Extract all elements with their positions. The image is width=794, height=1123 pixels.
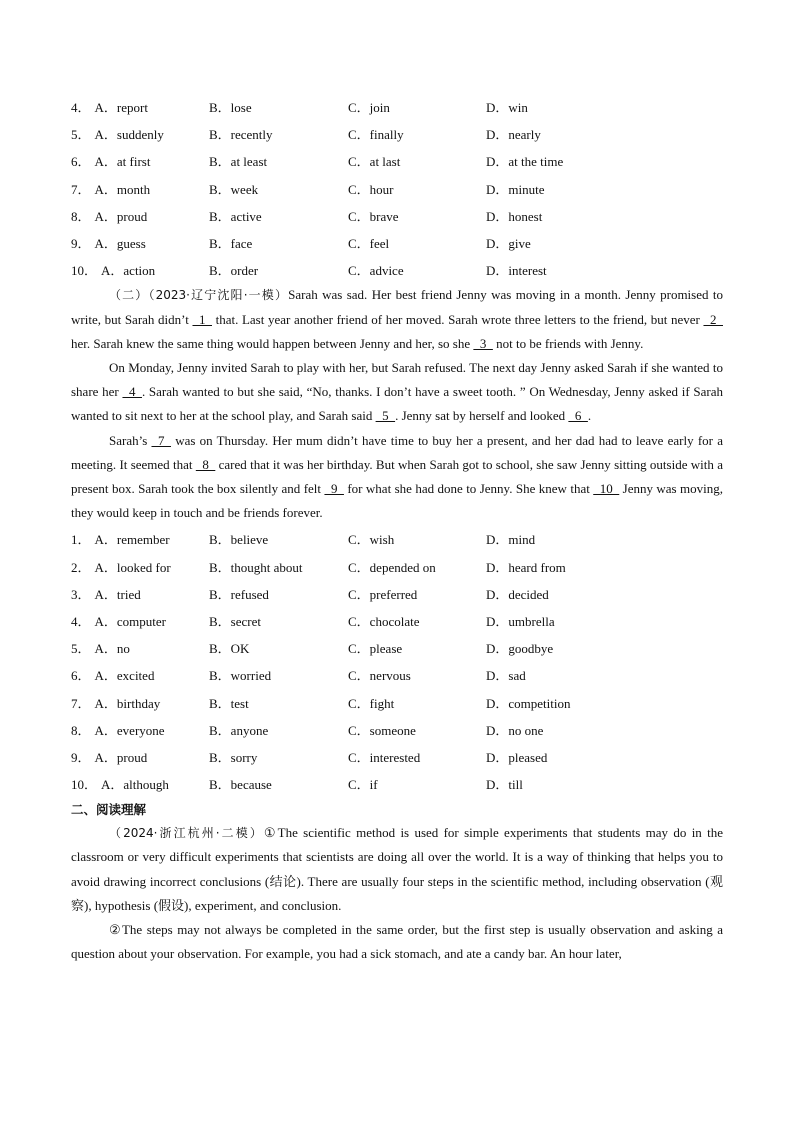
option-row [71,580,723,607]
question-number: 8． [71,722,91,738]
option-d[interactable]: D．no one [486,722,544,738]
question-number: 2． [71,559,91,575]
option-b[interactable]: B．secret [209,614,261,629]
option-d[interactable]: D．decided [486,586,549,602]
blank-4[interactable]: 4 [122,384,142,400]
option-b[interactable]: B．face [209,236,253,252]
option-a[interactable]: 9． A．guess [71,236,146,252]
option-d[interactable]: D．minute [486,181,545,197]
option-b[interactable]: B．recently [209,127,273,143]
question-number: 6． [71,668,91,684]
option-c[interactable]: C．someone [348,722,416,738]
option-a[interactable]: 8． A．everyone [71,722,165,738]
question-number: 1． [71,532,91,548]
option-d[interactable]: D．competition [486,695,571,711]
source-label: （二）（2023·辽宁沈阳·一模） [109,288,289,303]
option-c[interactable]: C．join [348,100,390,116]
option-b[interactable]: B．at least [209,154,268,170]
blank-5[interactable]: 5 [375,408,396,424]
blank-9[interactable]: 9 [324,480,344,496]
option-c[interactable]: C．advice [348,263,404,279]
option-c[interactable]: C．chocolate [348,614,420,629]
option-d[interactable]: D．umbrella [486,614,555,629]
question-number: 6． [71,154,91,170]
option-b[interactable]: B．sorry [209,749,258,765]
option-b[interactable]: B．test [209,695,249,711]
option-row [71,202,723,229]
option-c[interactable]: C．if [348,777,378,793]
option-a[interactable]: 3． A．tried [71,586,141,602]
option-b[interactable]: B．thought about [209,559,303,575]
blank-6[interactable]: 6 [568,408,588,424]
question-number: 4． [71,100,91,116]
option-row [71,716,723,743]
option-a[interactable]: 10． A．action [71,263,156,279]
option-c[interactable]: C．at last [348,154,401,170]
option-d[interactable]: D．goodbye [486,641,554,657]
option-a[interactable]: 5． A．suddenly [71,127,164,143]
option-a[interactable]: 8． A．proud [71,208,148,224]
option-a[interactable]: 2． A．looked for [71,559,171,575]
question-number: 10． [71,777,98,793]
option-c[interactable]: C．feel [348,236,390,252]
option-c[interactable]: C．please [348,641,403,657]
option-a[interactable]: 9． A．proud [71,749,148,765]
question-number: 7． [71,181,91,197]
option-b[interactable]: B．worried [209,668,272,684]
option-c[interactable]: C．preferred [348,586,418,602]
blank-1[interactable]: 1 [192,311,212,327]
option-a[interactable]: 10． A．although [71,777,169,793]
option-b[interactable]: B．OK [209,641,250,657]
option-d[interactable]: D．honest [486,208,543,224]
question-number: 8． [71,208,91,224]
option-b[interactable]: B．lose [209,100,252,116]
option-row [71,634,723,661]
option-d[interactable]: D．heard from [486,559,566,575]
passage-paragraph-2: On Monday, Jenny invited Sarah to play with her, but Sarah refused. The next day Jenny asked Sarah if she wanted to share her 4 . Sarah wanted to but she said, “No, thanks. I don’t have a sweet tooth. ” On Wednesday, Jenny asked if Sarah wanted to sit next to her at the school play, and Sarah said 5 . Jenny sat by herself and looked 6 . [71,356,723,429]
option-row [71,229,723,256]
blank-3[interactable]: 3 [473,335,493,351]
option-a[interactable]: 6． A．at first [71,154,151,170]
option-c[interactable]: C．wish [348,532,395,548]
option-d[interactable]: D．till [486,777,523,793]
option-a[interactable]: 7． A．month [71,181,151,197]
question-number: 7． [71,695,91,711]
option-row [71,93,723,120]
blank-7[interactable]: 7 [151,432,171,448]
option-c[interactable]: C．interested [348,749,421,765]
option-row [71,743,723,770]
option-c[interactable]: C．fight [348,695,395,711]
option-d[interactable]: D．pleased [486,749,548,765]
option-a[interactable]: 4． A．report [71,100,148,116]
option-c[interactable]: C．finally [348,127,404,143]
option-row [71,688,723,715]
option-b[interactable]: B．refused [209,586,269,602]
option-b[interactable]: B．active [209,208,262,224]
option-a[interactable]: 6． A．excited [71,668,155,684]
question-number: 5． [71,127,91,143]
question-number: 9． [71,236,91,252]
question-number: 10． [71,263,98,279]
option-b[interactable]: B．week [209,181,259,197]
blank-8[interactable]: 8 [195,456,216,472]
question-number: 5． [71,641,91,657]
option-row [71,770,723,797]
option-d[interactable]: D．at the time [486,154,564,170]
option-b[interactable]: B．because [209,777,272,793]
passage-paragraph-1: （二）（2023·辽宁沈阳·一模）Sarah was sad. Her best friend Jenny was moving in a month. Jenny promised to write, but Sarah didn’t 1 that. Last year another friend of her moved. Sarah wrote three letters to the friend, but never 2 her. Sarah knew the same thing would happen between Jenny and her, so she 3 not to be friends with Jenny. [71,283,723,356]
blank-10[interactable]: 10 [593,480,620,496]
option-row [71,607,723,634]
option-c[interactable]: C．nervous [348,668,411,684]
options-list-passage [71,525,723,797]
option-b[interactable]: B．anyone [209,722,269,738]
option-b[interactable]: B．order [209,263,259,279]
option-a[interactable]: 4． A．computer [71,614,166,629]
option-a[interactable]: 1． A．remember [71,532,170,548]
option-row [71,175,723,202]
option-d[interactable]: D．give [486,236,531,252]
option-c[interactable]: C．depended on [348,559,436,575]
option-a[interactable]: 5． A．no [71,641,130,657]
option-d[interactable]: D．interest [486,263,547,279]
option-b[interactable]: B．believe [209,532,269,548]
option-row [71,553,723,580]
section-header: 二、阅读理解 [71,802,147,818]
reading-paragraph-1: （2024·浙江杭州·二模）①The scientific method is used for simple experiments that students may do in the classroom or very difficult experiments that scientists are doing all over the world. It is a way of thinking that helps you to avoid drawing incorrect conclusions (结论). There are usually four steps in the scientific method, including observation (观察), hypothesis (假设), experiment, and conclusion. [71,825,724,913]
passage-paragraph-3: Sarah’s 7 was on Thursday. Her mum didn’t have time to buy her a present, and her dad had to leave early for a meeting. It seemed that 8 cared that it was her birthday. But when Sarah got to school, she saw Jenny sitting outside with a present box. Sarah took the box silently and felt 9 for what she had done to Jenny. She knew that 10 Jenny was moving, they would keep in touch and be friends forever. [71,429,723,526]
question-number: 9． [71,749,91,765]
option-c[interactable]: C．brave [348,208,399,224]
option-row [71,256,723,283]
option-c[interactable]: C．hour [348,181,394,197]
option-row [71,525,723,552]
options-list-previous [71,93,723,283]
question-number: 4． [71,614,91,629]
option-row [71,147,723,174]
question-number: 3． [71,586,91,602]
reading-paragraph-2: ②The steps may not always be completed in the same order, but the first step is usually observation and asking a question about your observation. For example, you had a sick stomach, and ate a candy bar. An hour later, [71,922,723,962]
option-row [71,661,723,688]
source-label: （2024·浙江杭州·二模） [109,826,264,841]
blank-2[interactable]: 2 [703,311,723,327]
document-page [71,93,723,966]
option-d[interactable]: D．mind [486,532,536,548]
option-d[interactable]: D．sad [486,668,526,684]
option-d[interactable]: D．win [486,100,528,116]
option-row [71,120,723,147]
option-a[interactable]: 7． A．birthday [71,695,161,711]
option-d[interactable]: D．nearly [486,127,541,143]
